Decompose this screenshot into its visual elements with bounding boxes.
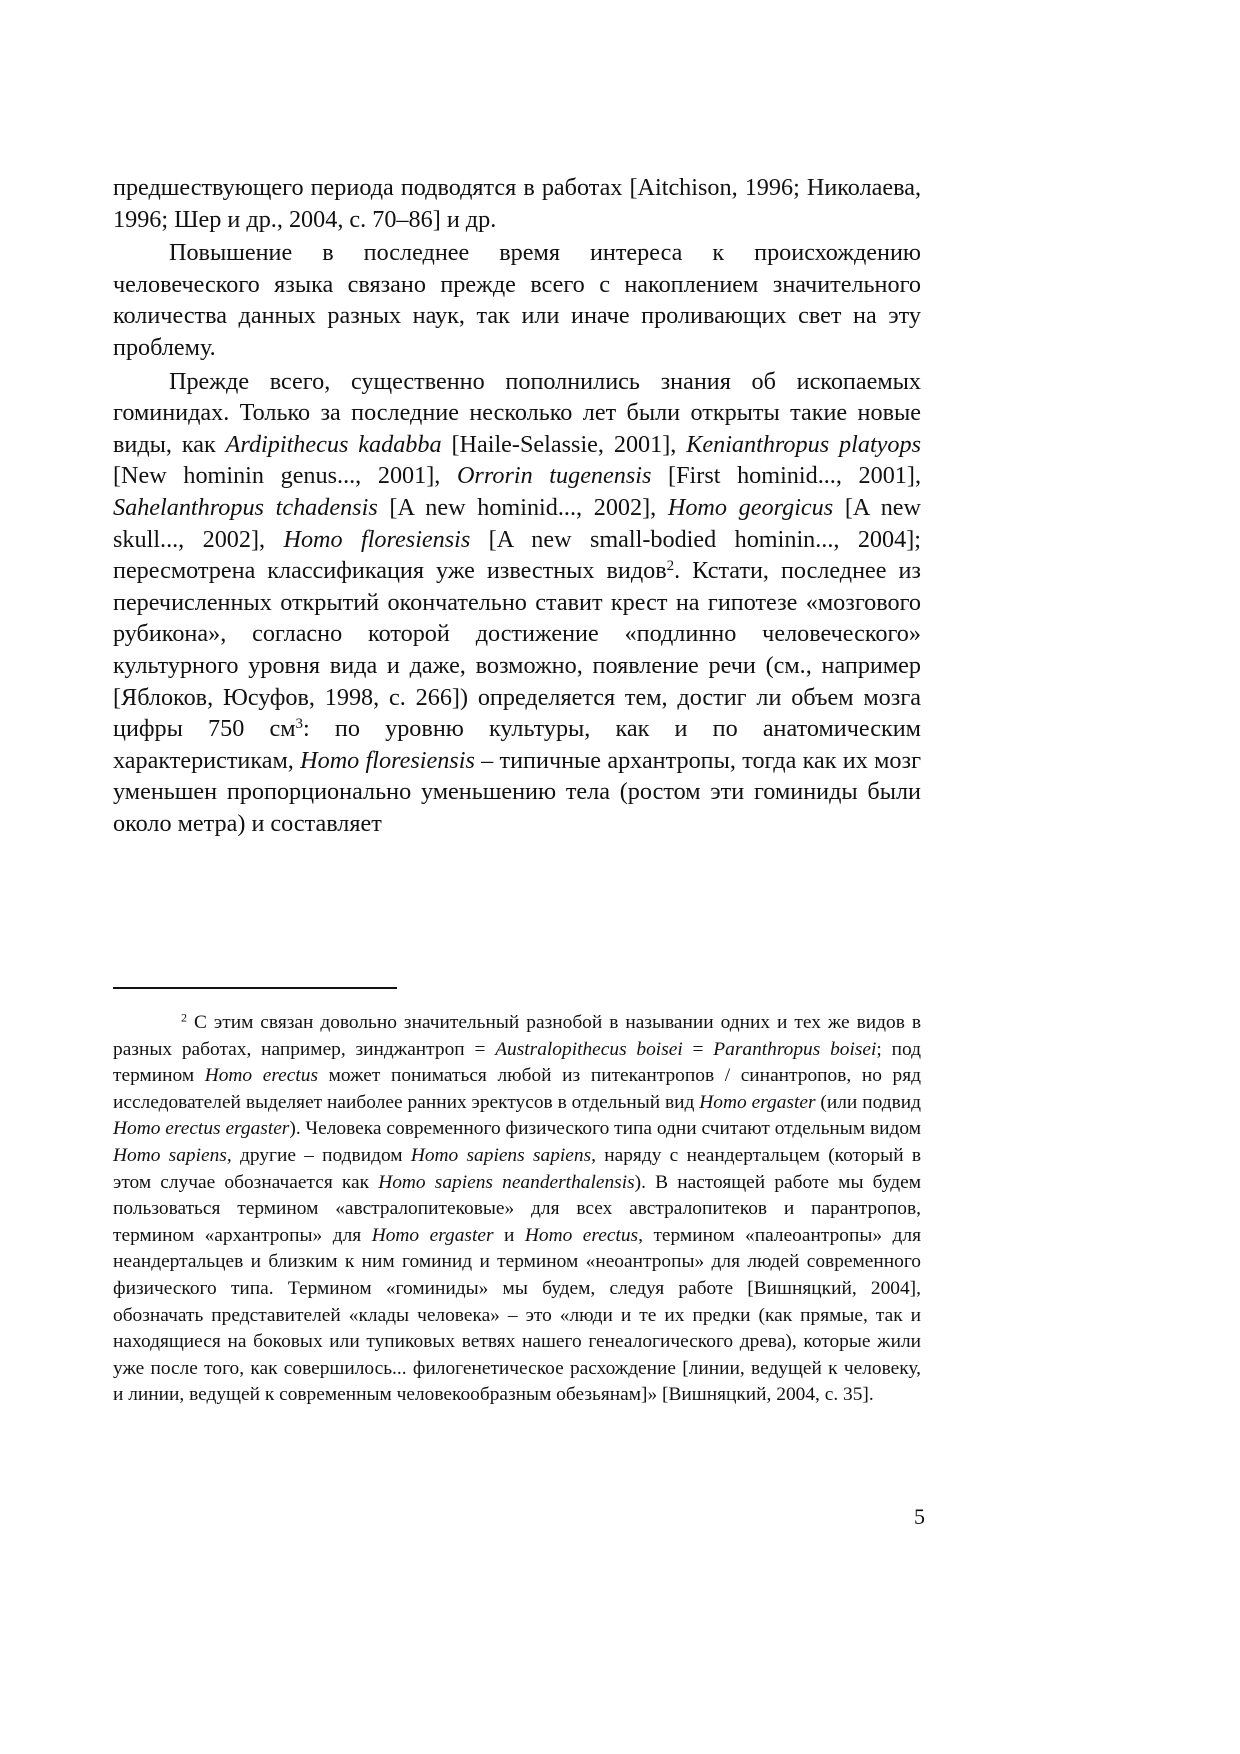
text-run: , наряду с неандертальцем (который в этом случае обозначается как [113,1144,922,1193]
text-run: – типичные архантропы, тогда как их мозг уменьшен пропорционально уменьшению тела (ростом эти гоминиды были около метра) и составляет [113,746,921,837]
text-run: [Haile-Selassie, 2001], [441,430,687,458]
species-name: Homo georgicus [667,493,834,521]
footnote-reference: 2 [666,557,675,574]
text-run: : по уровню культуры, как и по анатомическим характеристикам, [113,715,921,774]
species-name: Homo ergaster [699,1091,816,1113]
paragraph-1: предшествующего периода подводятся в работах [Aitchison, 1996; Николаева, 1996; Шер и др., 2004, с. 70–86] и др. [113,174,921,233]
species-name: Homo erectus [524,1224,639,1246]
footnote-2 [113,1010,921,1409]
text-run: С этим связан довольно значительный разнобой в назывании одних и тех же видов в разных работах, например, зинджантроп = [113,1012,921,1060]
superscript-unit: 3 [295,715,304,732]
text-run: может пониматься любой из питекантропов / синантропов, но ряд исследователей выделяет наиболее ранних эректусов в отдельный вид [113,1065,921,1113]
species-name: Homo floresiensis [300,746,475,774]
text-run: . Кстати, последнее из перечисленных открытий окончательно ставит крест на гипотезе «мозгового рубикона», согласно которой достижение «подлинно человеческого» культурного уровня вида и даже, возможно, появление речи (см., например [Яблоков, Юсуфов, 1998, с. 266]) определяется тем, достиг ли объем мозга цифры 750 см [113,557,921,743]
text-run: ). В настоящей работе мы будем пользоваться термином «австралопитековые» для всех австралопитеков и парантропов, термином «архантропы» для [113,1171,921,1246]
species-name: Homo erectus ergaster [113,1118,290,1140]
species-name: Homo sapiens sapiens [410,1144,592,1166]
species-name: Homo ergaster [371,1224,494,1246]
species-name: Homo sapiens [113,1144,227,1166]
page-number: 5 [914,1504,925,1529]
text-run: ). Человека современного физического типа одни считают отдельным видом [289,1118,921,1140]
main-text [113,172,921,839]
species-name: Paranthropus boisei [713,1038,877,1060]
text-run: (или подвид [815,1091,921,1113]
footnote-marker: 2 [181,1010,188,1025]
paragraph-3 [113,366,921,840]
text-run: [A new hominid..., 2002], [377,493,668,521]
text-run: ; под термином [113,1038,921,1087]
text-run: , термином «палеоантропы» для неандертальцев и близким к ним гоминид и термином «неоантропы» для людей современного физического типа. Термином «гоминиды» мы будем, следуя работе [Вишняцкий, 2004], обозначать представителей «клады человека» – это «люди и те их предки (как прямые, так и находящиеся на боковых или тупиковых ветвях нашего генеалогического древа), которые жили уже после того, как совершилось... филогенетическое расхождение [линии, ведущей к человеку, и линии, ведущей к современным человекообразным обезьянам]» [Вишняцкий, 2004, с. 35]. [113,1224,922,1406]
species-name: Sahelanthropus tchadensis [113,493,378,521]
text-run: Прежде всего, существенно пополнились знания об ископаемых гоминидах. Только за последние несколько лет были открыты такие новые виды, как [113,367,921,458]
species-name: Kenianthropus platyops [686,430,921,458]
text-run: , другие – подвидом [226,1144,411,1166]
species-name: Homo erectus [204,1065,319,1087]
footnote-separator [113,987,397,989]
text-run: [First hominid..., 2001], [651,462,921,490]
text-run: [New hominin genus..., 2001], [113,462,457,490]
text-run: и [493,1224,525,1246]
species-name: Ardipithecus kadabba [225,430,442,458]
text-run: [A new skull..., 2002], [113,493,921,553]
text-run: [A new small-bodied hominin..., 2004]; пересмотрена классификация уже известных видов [113,525,921,585]
species-name: Homo sapiens neanderthalensis [378,1171,635,1193]
species-name: Homo floresiensis [283,525,471,553]
species-name: Orrorin tugenensis [456,462,652,490]
text-run: = [682,1038,714,1060]
paragraph-2: Повышение в последнее время интереса к происхождению человеческого языка связано прежде всего с накоплением значительного количества данных разных наук, так или иначе проливающих свет на эту проблему. [113,239,921,361]
species-name: Australopithecus boisei [495,1038,683,1060]
